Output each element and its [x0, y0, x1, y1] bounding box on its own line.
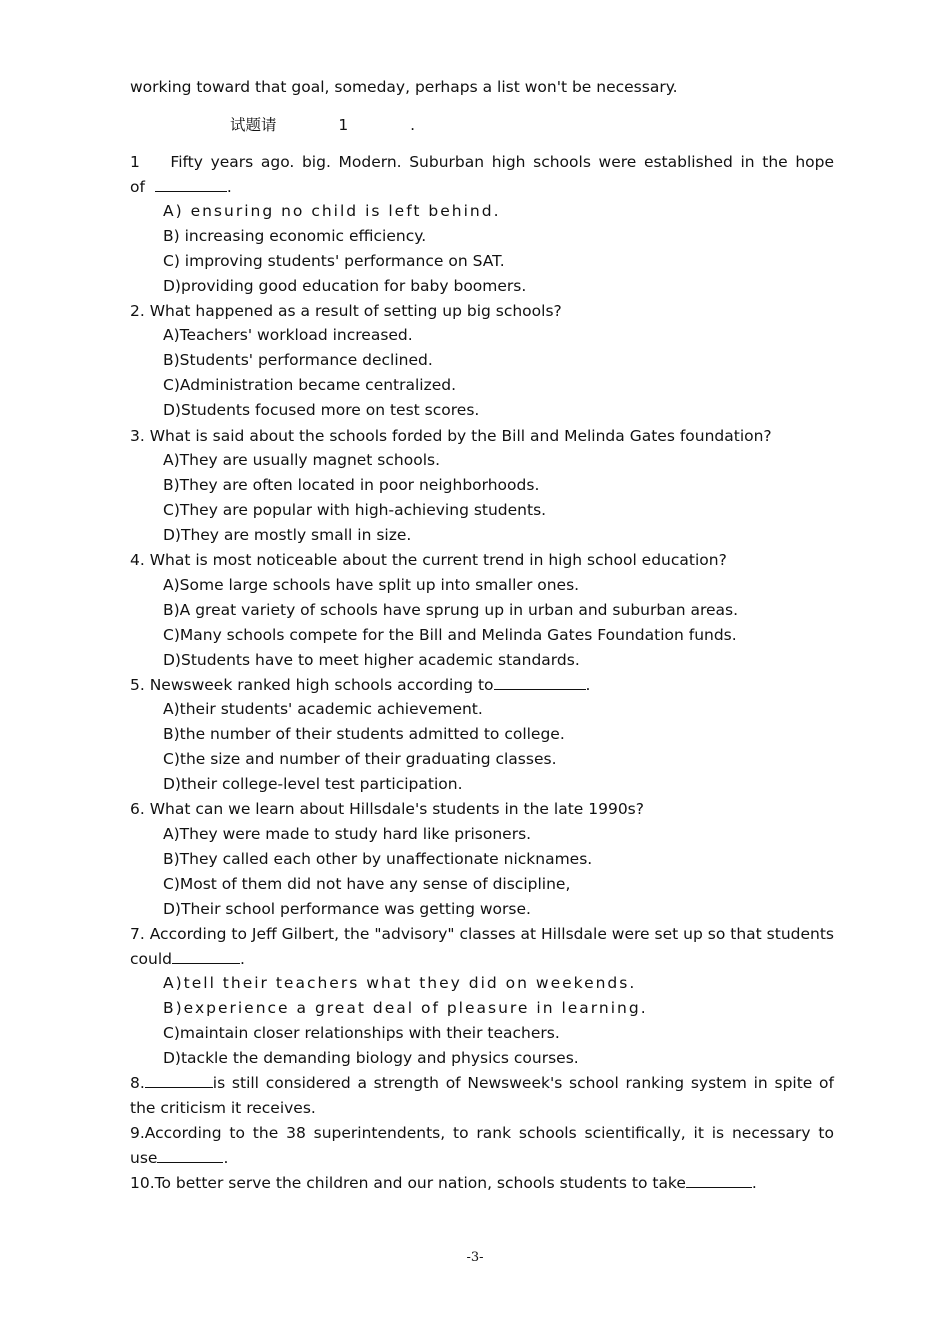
- option: D)tackle the demanding biology and physics courses.: [163, 1049, 579, 1067]
- question-5-end: .: [585, 676, 591, 694]
- question-8-stem-continued: the criticism it receives.: [130, 1099, 316, 1117]
- answer-blank: [686, 1172, 752, 1188]
- option: C)maintain closer relationships with their teachers.: [163, 1024, 560, 1042]
- question-1-prefix: of: [130, 178, 145, 196]
- section-title: [230, 114, 415, 136]
- question-8-number: 8.: [130, 1074, 145, 1092]
- answer-blank: [172, 948, 240, 964]
- option: D)Students have to meet higher academic standards.: [163, 651, 580, 669]
- question-10-end: .: [751, 1174, 757, 1192]
- option: A)They were made to study hard like prisoners.: [163, 825, 532, 843]
- option: B)the number of their students admitted to college.: [163, 725, 565, 743]
- question-9-stem-continued: [130, 1147, 834, 1169]
- option: C) improving students' performance on SAT.: [163, 252, 505, 270]
- question-8-text: is still considered a strength of Newsweek's school ranking system in spite of: [212, 1074, 834, 1092]
- option: B)Students' performance declined.: [163, 351, 433, 369]
- option: D)providing good education for baby boomers.: [163, 277, 527, 295]
- option: A)tell their teachers what they did on weekends.: [163, 974, 637, 992]
- question-6-stem: 6. What can we learn about Hillsdale's students in the late 1990s?: [130, 800, 644, 818]
- question-7-end: .: [239, 950, 245, 968]
- question-9-stem: 9.According to the 38 superintendents, to rank schools scientifically, it is necessary to: [130, 1124, 834, 1142]
- answer-blank: [157, 1147, 223, 1163]
- question-1-number: 1: [130, 153, 140, 171]
- option: C)Administration became centralized.: [163, 376, 457, 394]
- section-title-dot: .: [410, 116, 416, 134]
- question-10-stem: [130, 1172, 834, 1194]
- option: B) increasing economic efficiency.: [163, 227, 427, 245]
- option: C)Most of them did not have any sense of discipline,: [163, 875, 571, 893]
- question-1-text: Fifty years ago. big. Modern. Suburban high schools were established in the hope: [170, 153, 834, 171]
- option: C)the size and number of their graduating classes.: [163, 750, 557, 768]
- option: A)Some large schools have split up into smaller ones.: [163, 576, 580, 594]
- question-5-stem: [130, 674, 834, 696]
- question-8-stem: [130, 1072, 834, 1094]
- question-7-stem-continued: [130, 948, 834, 970]
- question-1-stem: [130, 151, 834, 173]
- question-5-text: 5. Newsweek ranked high schools according to: [130, 676, 494, 694]
- option: C)Many schools compete for the Bill and Melinda Gates Foundation funds.: [163, 626, 737, 644]
- option: C)They are popular with high-achieving students.: [163, 501, 547, 519]
- question-1-stem-continued: [130, 176, 834, 198]
- answer-blank: [145, 1072, 213, 1088]
- option: B)They called each other by unaffectionate nicknames.: [163, 850, 593, 868]
- option: D)their college-level test participation.: [163, 775, 463, 793]
- question-9-end: .: [223, 1149, 229, 1167]
- question-4-stem: 4. What is most noticeable about the current trend in high school education?: [130, 551, 727, 569]
- option: D)They are mostly small in size.: [163, 526, 412, 544]
- question-10-text: 10.To better serve the children and our nation, schools students to take: [130, 1174, 686, 1192]
- option: D)Students focused more on test scores.: [163, 401, 480, 419]
- question-3-stem: 3. What is said about the schools forded by the Bill and Melinda Gates foundation?: [130, 427, 772, 445]
- option: A)They are usually magnet schools.: [163, 451, 441, 469]
- question-7-stem: 7. According to Jeff Gilbert, the "advisory" classes at Hillsdale were set up so that students: [130, 925, 834, 943]
- option: B)They are often located in poor neighborhoods.: [163, 476, 540, 494]
- option: A) ensuring no child is left behind.: [163, 202, 501, 220]
- question-7-prefix: could: [130, 950, 172, 968]
- answer-blank: [494, 674, 586, 690]
- section-title-label: 试题请: [230, 116, 277, 134]
- question-9-prefix: use: [130, 1149, 158, 1167]
- option: B)A great variety of schools have sprung up in urban and suburban areas.: [163, 601, 739, 619]
- section-title-number: 1: [338, 116, 349, 134]
- question-1-end: .: [226, 178, 232, 196]
- question-2-stem: 2. What happened as a result of setting up big schools?: [130, 302, 562, 320]
- page-number: -3-: [466, 1250, 484, 1265]
- option: A)their students' academic achievement.: [163, 700, 483, 718]
- option: D)Their school performance was getting worse.: [163, 900, 531, 918]
- option: B)experience a great deal of pleasure in learning.: [163, 999, 648, 1017]
- intro-paragraph: working toward that goal, someday, perhaps a list won't be necessary.: [130, 78, 678, 96]
- option: A)Teachers' workload increased.: [163, 326, 413, 344]
- answer-blank: [155, 176, 227, 192]
